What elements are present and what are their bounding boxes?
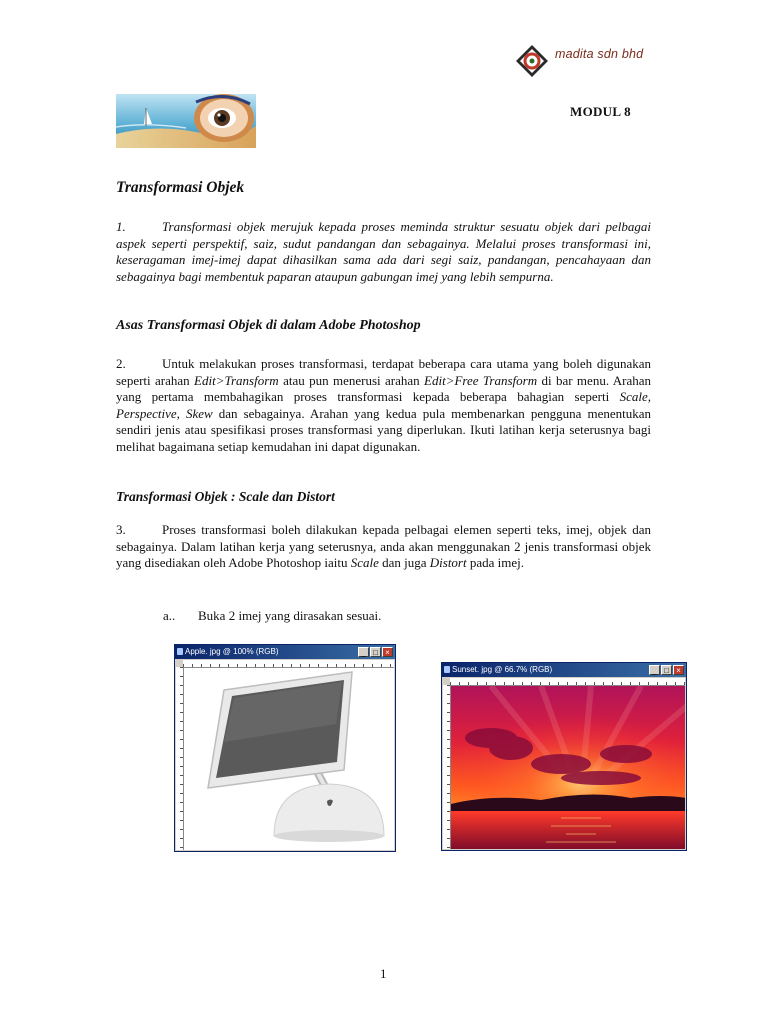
photoshop-window-sunset: [441, 662, 687, 851]
ruler-horizontal: [450, 678, 685, 686]
step-text: Buka 2 imej yang dirasakan sesuai.: [198, 608, 382, 623]
paragraph-text: atau pun menerusi arahan: [278, 372, 425, 388]
photoshop-icon: [444, 666, 450, 673]
photoshop-window-apple: [174, 644, 396, 852]
ruler-horizontal: [183, 660, 394, 668]
section-title-scale-distort: Transformasi Objek : Scale dan Distort: [116, 489, 335, 504]
term-distort: Distort: [429, 555, 467, 571]
minimize-button[interactable]: _: [649, 665, 660, 675]
paragraph-text: di bar menu. Arahan yang pertama membahagikan proses transformasi kepada beberapa bahagian seperti: [116, 372, 651, 405]
image-canvas: [184, 668, 394, 850]
close-button[interactable]: ×: [382, 647, 393, 657]
paragraph-text: Transformasi objek merujuk kepada proses meminda struktur sesuatu objek dari pelbagai aspek seperti perspektif, saiz, sudut pandangan dan sebagainya. Melalui proses transformasi ini, keseragaman imej-imej dapat dihasilkan sama ada dari segi saiz, pandangan, pencahayaan dan sebagainya bagi membentuk paparan ataupun gabungan imej yang lebih sempurna.: [116, 219, 651, 284]
paragraph-2: [116, 356, 651, 456]
maximize-button[interactable]: □: [661, 665, 672, 675]
command-edit-transform: Edit>Transform: [194, 372, 279, 388]
banner-image: [116, 94, 256, 148]
paragraph-number: 2.: [116, 356, 126, 371]
photoshop-icon: [177, 648, 183, 655]
module-label: MODUL 8: [570, 104, 631, 119]
company-logo: [513, 42, 653, 82]
ruler-vertical: [443, 685, 451, 849]
window-title: Apple. jpg @ 100% (RGB): [185, 647, 279, 656]
sunset-image: [451, 686, 685, 849]
madita-logo-icon: [515, 44, 549, 78]
window-titlebar: [442, 663, 686, 677]
image-canvas: [451, 686, 685, 849]
paragraph-text: dan sebagainya. Arahan yang kedua pula membenarkan pengguna menentukan sendiri jenis atau spesifikasi proses transformasi yang diperlukan. Ikuti latihan kerja seterusnya bagi melihat bagaimana setiap kemudahan ini dapat digunakan.: [116, 405, 652, 454]
command-edit-free-transform: Edit>Free Transform: [424, 372, 538, 388]
section-title-asas-transformasi: Asas Transformasi Objek di dalam Adobe Photoshop: [116, 318, 421, 333]
step-label: a..: [163, 608, 176, 623]
ruler-vertical: [176, 667, 184, 850]
paragraph-1: [116, 219, 651, 285]
paragraph-text: dan juga: [378, 555, 430, 571]
transform-options: Scale, Perspective, Skew: [116, 389, 651, 421]
window-title: Sunset. jpg @ 66.7% (RGB): [452, 665, 553, 674]
paragraph-text: pada imej.: [466, 555, 525, 571]
minimize-button[interactable]: _: [358, 647, 369, 657]
close-button[interactable]: ×: [673, 665, 684, 675]
step-a: [163, 608, 381, 624]
window-titlebar: [175, 645, 395, 659]
paragraph-number: 1.: [116, 219, 126, 234]
term-scale: Scale: [350, 555, 379, 571]
maximize-button[interactable]: □: [370, 647, 381, 657]
paragraph-text: Untuk melakukan proses transformasi, terdapat beberapa cara utama yang boleh digunakan seperti arahan: [116, 356, 651, 388]
section-title-transformasi-objek: Transformasi Objek: [116, 179, 245, 196]
paragraph-text: Proses transformasi boleh dilakukan kepada pelbagai elemen seperti teks, imej, objek dan sebagainya. Dalam latihan kerja yang seterusnya, anda akan menggunakan 2 jenis transformasi objek yang disediakan oleh Adobe Photoshop iaitu: [116, 522, 651, 571]
paragraph-number: 3.: [116, 522, 126, 537]
logo-text: madita sdn bhd: [555, 47, 644, 61]
imac-image: [184, 668, 394, 850]
paragraph-3: [116, 522, 651, 572]
page-number: 1: [380, 966, 387, 981]
